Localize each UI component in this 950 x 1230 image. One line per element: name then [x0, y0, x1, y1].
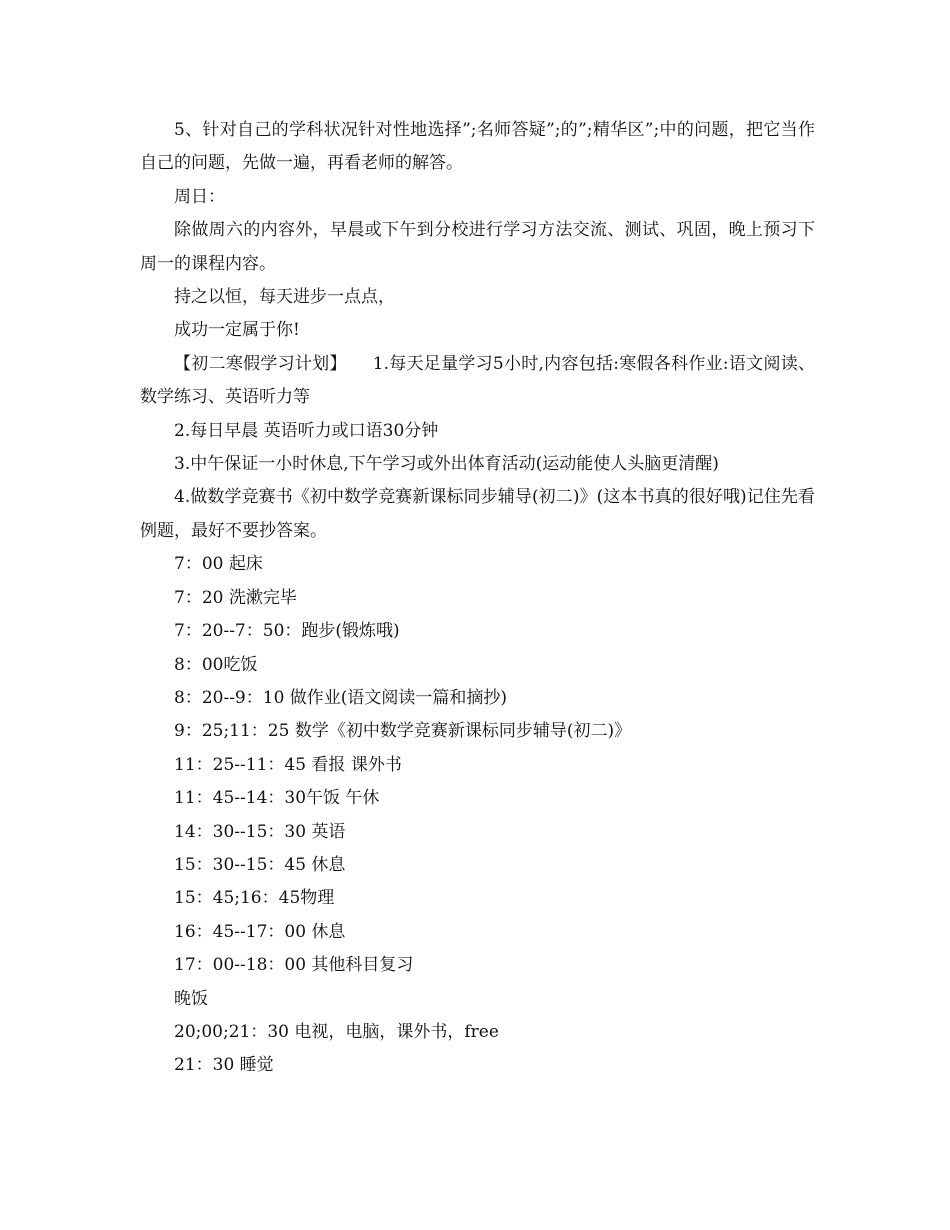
- paragraph-motto-2: 成功一定属于你!: [174, 320, 300, 341]
- schedule-item: 7：20--7：50：跑步(锻炼哦): [174, 621, 400, 642]
- schedule-item: 7：20 洗漱完毕: [174, 587, 297, 608]
- schedule-item: 15：30--15：45 休息: [174, 854, 346, 875]
- schedule-item: 9：25;11：25 数学《初中数学竞赛新课标同步辅导(初二)》: [174, 721, 632, 742]
- paragraph-motto-1: 持之以恒，每天进步一点点，: [174, 287, 395, 308]
- paragraph-winter-plan-1: 【初二寒假学习计划】 1.每天足量学习5小时,内容包括:寒假各科作业:语文阅读、数学练习、英语听力等: [140, 353, 815, 408]
- paragraph-tip-5: 5、针对自己的学科状况针对性地选择”;名师答疑”;的”;精华区”;中的问题，把它当作自己的问题，先做一遍，再看老师的解答。: [140, 120, 815, 174]
- paragraph-winter-plan-3: 3.中午保证一小时休息,下午学习或外出体育活动(运动能使人头脑更清醒): [174, 454, 719, 475]
- paragraph-sunday-content: 除做周六的内容外，早晨或下午到分校进行学习方法交流、测试、巩固，晚上预习下周一的课程内容。: [140, 220, 815, 274]
- paragraph-winter-plan-4: 4.做数学竞赛书《初中数学竞赛新课标同步辅导(初二)》(这本书真的很好哦)记住先看例题，最好不要抄答案。: [140, 487, 815, 541]
- schedule-item: 21：30 睡觉: [174, 1055, 274, 1076]
- schedule-item: 16：45--17：00 休息: [174, 921, 346, 942]
- paragraph-sunday-heading: 周日：: [174, 186, 225, 207]
- schedule-list: [140, 548, 815, 1083]
- schedule-item: 8：00吃饭: [174, 654, 258, 675]
- schedule-item: 15：45;16：45物理: [174, 888, 335, 909]
- schedule-item: 11：45--14：30午饭 午休: [174, 788, 380, 809]
- schedule-item: 11：25--11：45 看报 课外书: [174, 754, 402, 775]
- document-page: [140, 114, 815, 1083]
- schedule-item: 8：20--9：10 做作业(语文阅读一篇和摘抄): [174, 687, 508, 708]
- schedule-item: 17：00--18：00 其他科目复习: [174, 955, 414, 976]
- schedule-item: 7：00 起床: [174, 554, 263, 575]
- paragraph-winter-plan-2: 2.每日早晨 英语听力或口语30分钟: [174, 420, 439, 441]
- schedule-item: 20;00;21：30 电视，电脑，课外书，free: [174, 1021, 499, 1042]
- schedule-item: 14：30--15：30 英语: [174, 821, 346, 842]
- schedule-item: 晚饭: [174, 988, 208, 1009]
